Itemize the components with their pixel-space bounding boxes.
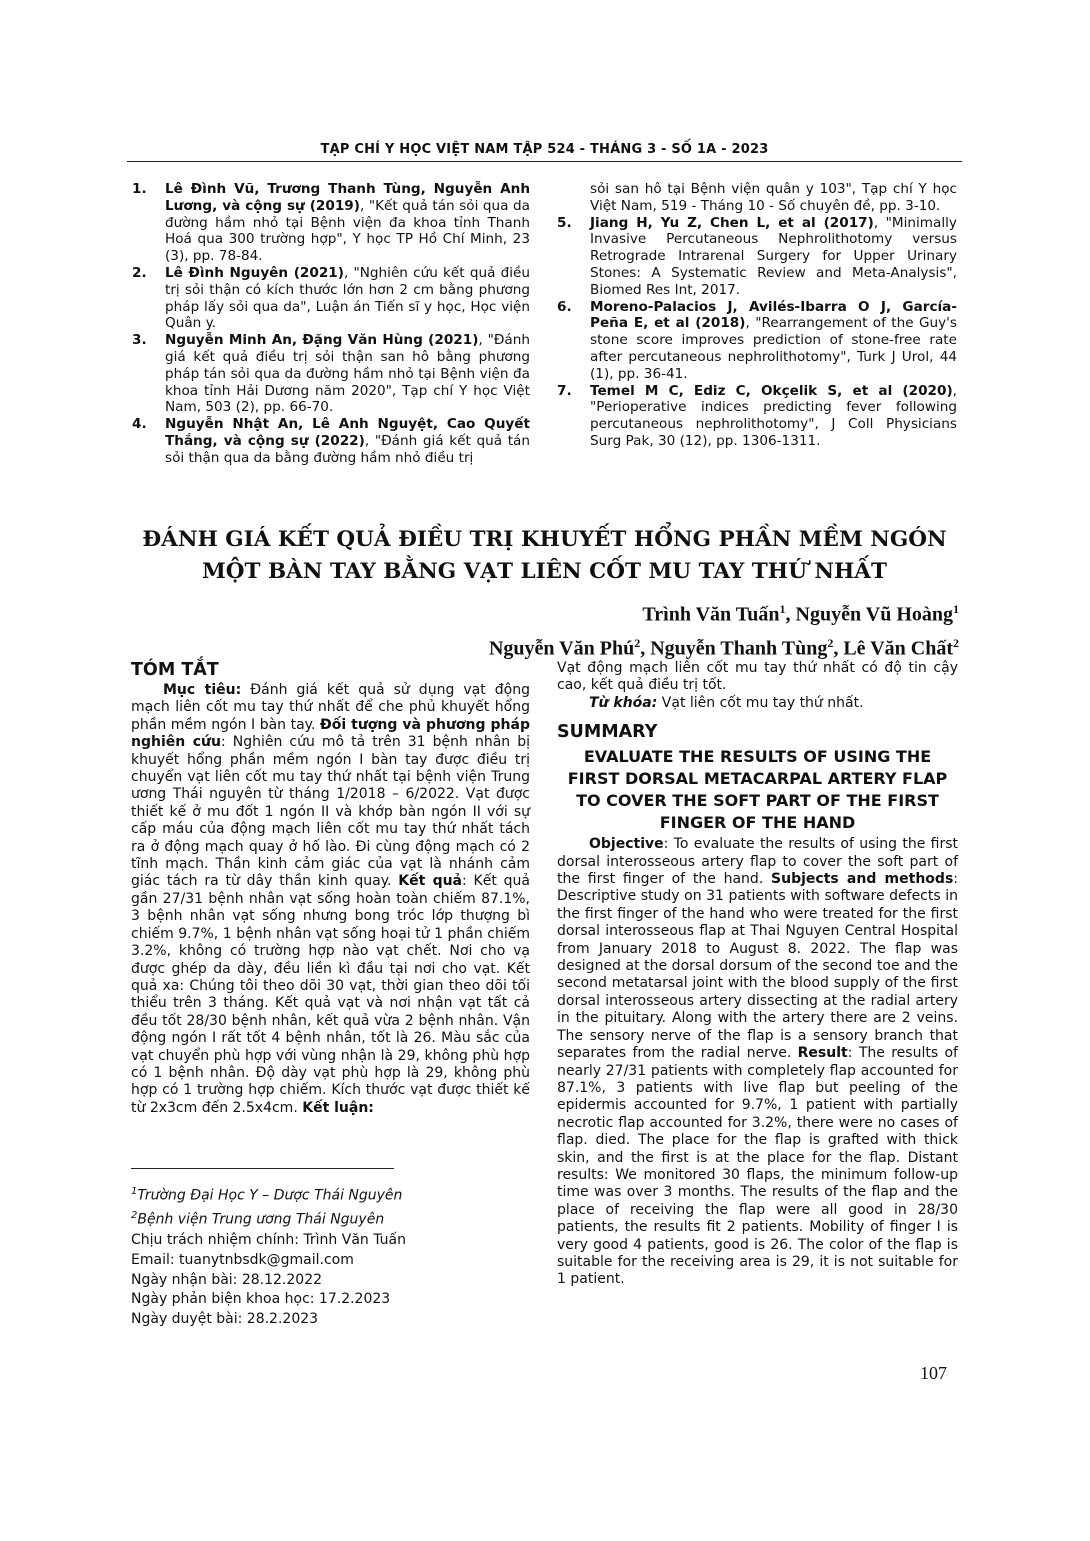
author-affiliation-mark: 2 [827,635,834,650]
reference-authors: Nguyễn Minh An, Đặng Văn Hùng (2021) [165,332,479,349]
footnote-rule [131,1168,394,1169]
reference-authors: Lê Đình Nguyên (2021) [165,264,344,281]
author-name: , Nguyễn Thanh Tùng [640,637,828,660]
reference-number: 4. [132,416,147,433]
reference-authors: Jiang H, Yu Z, Chen L, et al (2017) [590,214,874,231]
affiliation-text: Trường Đại Học Y – Dược Thái Nguyên [137,1187,403,1204]
reference-item [132,181,530,265]
author-name: , Lê Văn Chất [833,637,953,660]
reference-item [132,332,530,416]
muc-tieu-text: Đánh giá kết quả sử dụng vạt động mạch liên cốt mu tay thứ nhất để che phủ khuyết hổng phần mềm ngón I bàn tay. [131,682,530,733]
author-affiliation-mark: 1 [779,602,786,616]
reference-number: 1. [132,181,147,197]
keywords-text: Vạt liên cốt mu tay thứ nhất. [657,694,864,711]
subjects-text: : Descriptive study on 31 patients with software defects in the first finger of the hand who were treated for the first dorsal interosseous flap at Thai Nguyen Central Hospital from January 2018 to August 8. 2022. The flap was designed at the dorsal dorsum of the second toe and the second metatarsal joint with the blood supply of the first dorsal interosseous artery dissecting at the radial artery in the pituitary. Along with the artery there are 2 veins. The sensory nerve of the flap is a sensory branch that separates from the radial nerve. [557,871,958,1062]
label-doi-tuong: Đối tượng và phương pháp nghiên cứu [131,716,530,751]
abstract-paragraph [131,682,530,1117]
date-received: Ngày nhận bài: 28.12.2022 [131,1271,323,1288]
label-ket-luan: Kết luận: [302,1099,374,1116]
label-ket-qua: Kết quả [398,873,463,890]
reference-text: , "Nghiên cứu kết quả điều trị sỏi thận có kích thước lớn hơn 2 cm bằng phương pháp lấy sỏi qua da", Luận án Tiến sĩ y học, Học viện Quân y. [165,264,530,332]
affiliation-mark: 2 [131,1210,138,1222]
affiliation-mark: 1 [131,1186,138,1197]
reference-number: 7. [557,382,572,399]
reference-text: , "Minimally Invasive Percutaneous Nephrolithotomy versus Retrograde Intrarenal Surgery for Upper Urinary Stones: A Systematic Review and Meta-Analysis", Biomed Res Int, 2017. [590,214,957,298]
label-muc-tieu: Mục tiêu: [163,682,242,698]
author-name: , Nguyễn Vũ Hoàng [785,603,953,626]
authors-line [489,629,959,663]
article-title-line: ĐÁNH GIÁ KẾT QUẢ ĐIỀU TRỊ KHUYẾT HỔNG PHẦN MỀM NGÓN [142,527,947,552]
reference-number: 5. [557,214,572,231]
reference-item [557,215,957,299]
reference-number: 6. [557,298,572,315]
section-heading: TÓM TẮT [131,660,219,680]
summary-title: EVALUATE THE RESULTS OF USING THE FIRST DORSAL METACARPAL ARTERY FLAP TO COVER THE SOFT PART OF THE FIRST FINGER OF THE HAND [567,747,948,833]
article-title [127,524,962,588]
email: Email: tuanytnbsdk@gmail.com [131,1251,354,1268]
keywords [557,695,958,712]
label-result: Result [797,1045,848,1062]
objective-text: : To evaluate the results of using the first dorsal interosseous artery flap to cover the soft part of the first finger of the hand. [557,836,958,888]
date-accepted: Ngày duyệt bài: 28.2.2023 [131,1311,319,1328]
abstract-right-column [557,660,958,1289]
reference-text: , "Đánh giá kết quả tán sỏi thận qua da bằng đường hầm nhỏ điều trị [165,432,530,466]
footnotes [131,1182,531,1330]
author-name: Nguyễn Văn Phú [488,637,635,660]
article-title-line: MỘT BÀN TAY BẰNG VẠT LIÊN CỐT MU TAY THỨ NHẤT [202,559,887,584]
reference-item [557,299,957,383]
author-name: Trình Văn Tuấn [642,603,780,626]
reference-number: 2. [132,264,147,281]
reference-text: , "Kết quả tán sỏi qua da đường hầm nhỏ tại Bệnh viện đa khoa tỉnh Thanh Hoá qua 300 trường hợp", Y học TP Hồ Chí Minh, 23 (3), pp. 78-84. [165,197,530,265]
reference-number: 3. [132,332,147,349]
references-left-column [132,181,530,467]
authors-line [489,595,959,629]
summary-paragraph [557,836,958,1289]
responsible-author: Chịu trách nhiệm chính: Trình Văn Tuấn [131,1231,406,1248]
reference-item-continued [557,181,957,215]
result-text: : The results of nearly 27/31 patients with completely flap accounted for 87.1%, 3 patients with live flap but peeling of the epidermis accounted for 9.7%, 1 patient with partially necrotic flap accounted for 3.2%, there were no cases of flap. died. The place for the flap is grafted with thick skin, and the first is at the place for the flap. Distant results: We monitored 30 flaps, the minimum follow-up time was over 3 months. The results of the flap and the place of receiving the flap were all good in 28/30 patients, the results fit 2 patients. Mobility of finger I is very good 4 patients, good is 26. The color of the flap is suitable for the receiving area is 29, it is not suitable for 1 patient. [557,1045,958,1288]
author-affiliation-mark: 2 [953,635,959,650]
label-objective: Objective [589,836,664,853]
article-authors [489,595,959,662]
reference-authors: Nguyễn Nhật An, Lê Anh Nguyệt, Cao Quyết Thắng, và cộng sự (2022) [165,416,530,449]
summary-heading: SUMMARY [557,722,658,743]
keywords-label: Từ khóa: [589,694,658,711]
header-rule [127,161,962,162]
doi-tuong-text: : Nghiên cứu mô tả trên 31 bệnh nhân bị khuyết hổng phần mềm ngón I bàn tay được điều trị chuyển vạt liên cốt mu tay thứ nhất tại bệnh viện Trung ương Thái nguyên từ tháng 1/2018 – 6/2022. Vạt được thiết kế ở mu đốt 1 ngón II và khớp bàn ngón II với sự cấp máu của động mạch liên cốt mu tay thứ nhất tách ra ở động mạch quay ở hố lào. Đi cùng động mạch có 2 tĩnh mạch. Thần kinh cảm giác của vạt là nhánh cảm giác tách ra từ dây thần kinh quay. [131,734,530,890]
reference-text: , "Perioperative indices predicting fever following percutaneous nephrolithotomy", J Coll Physicians Surg Pak, 30 (12), pp. 1306-1311. [590,382,957,449]
label-subjects: Subjects and methods [771,871,954,888]
abstract-vietnamese [131,658,530,1117]
references-right-column [557,181,957,450]
ket-qua-text: : Kết quả gần 27/31 bệnh nhân vạt sống hoàn toàn chiếm 87.1%, 3 bệnh nhân vạt sống nhưng bong tróc lớp thượng bì chiếm 9.7%, 1 bệnh nhân vạt sống hoại tử 1 phần chiếm 3.2%, không có trường hợp nào vạt chết. Nơi cho vạ được ghép da dày, đều liền kì đầu tại nơi cho vạt. Kết quả xa: Chúng tôi theo dõi 30 vạt, thời gian theo dõi tối thiểu trên 3 tháng. Kết quả vạt và nơi nhận vạt tất cả đều tốt 28/30 bệnh nhân, kết quả vừa 2 bệnh nhân. Vận động ngón I rất tốt 4 bệnh nhân, tốt là 26. Màu sắc của vạt chuyển phù hợp với vùng nhận là 29, không phù hợp có 1 bệnh nhân. Độ dày vạt phù hợp là 29, không phù hợp có 1 trường hợp chiếm. Kích thước vạt được thiết kế từ 2x3cm đến 2.5x4cm. [131,873,530,1116]
reference-authors: Temel M C, Ediz C, Okçelik S, et al (2020) [590,382,953,399]
author-affiliation-mark: 2 [634,635,641,650]
reference-item [132,416,530,466]
affiliation-text: Bệnh viện Trung ương Thái Nguyên [137,1212,385,1229]
page-number: 107 [920,1363,947,1383]
reference-text: , "Đánh giá kết quả điều trị sỏi thận san hô bằng phương pháp tán sỏi qua da đường hầm nhỏ tại Bệnh viện đa khoa tỉnh Hải Dương năm 2020", Tạp chí Y học Việt Nam, 503 (2), pp. 66-70. [165,332,530,416]
running-header: TẠP CHÍ Y HỌC VIỆT NAM TẬP 524 - THÁNG 3 - SỐ 1A - 2023 [320,142,769,157]
reference-text: sỏi san hô tại Bệnh viện quân y 103", Tạp chí Y học Việt Nam, 519 - Tháng 10 - Số chuyên đề, pp. 3-10. [590,181,957,214]
reference-item [557,383,957,450]
date-reviewed: Ngày phản biện khoa học: 17.2.2023 [131,1291,391,1308]
ket-luan-paragraph: Vạt động mạch liên cốt mu tay thứ nhất có độ tin cậy cao, kết quả điều trị tốt. [557,660,958,694]
affiliation-1 [131,1182,531,1206]
reference-authors: Moreno-Palacios J, Avilés-Ibarra O J, García-Peña E, et al (2018) [590,298,957,332]
author-affiliation-mark: 1 [953,602,959,616]
reference-item [132,265,530,332]
reference-text: , "Rearrangement of the Guy's stone score improves prediction of stone-free rate after percutaneous nephrolithotomy", Turk J Urol, 44 (1), pp. 36-41. [590,315,957,382]
reference-authors: Lê Đình Vũ, Trương Thanh Tùng, Nguyễn Anh Lương, và cộng sự (2019) [165,181,530,214]
affiliation-2 [131,1206,531,1230]
